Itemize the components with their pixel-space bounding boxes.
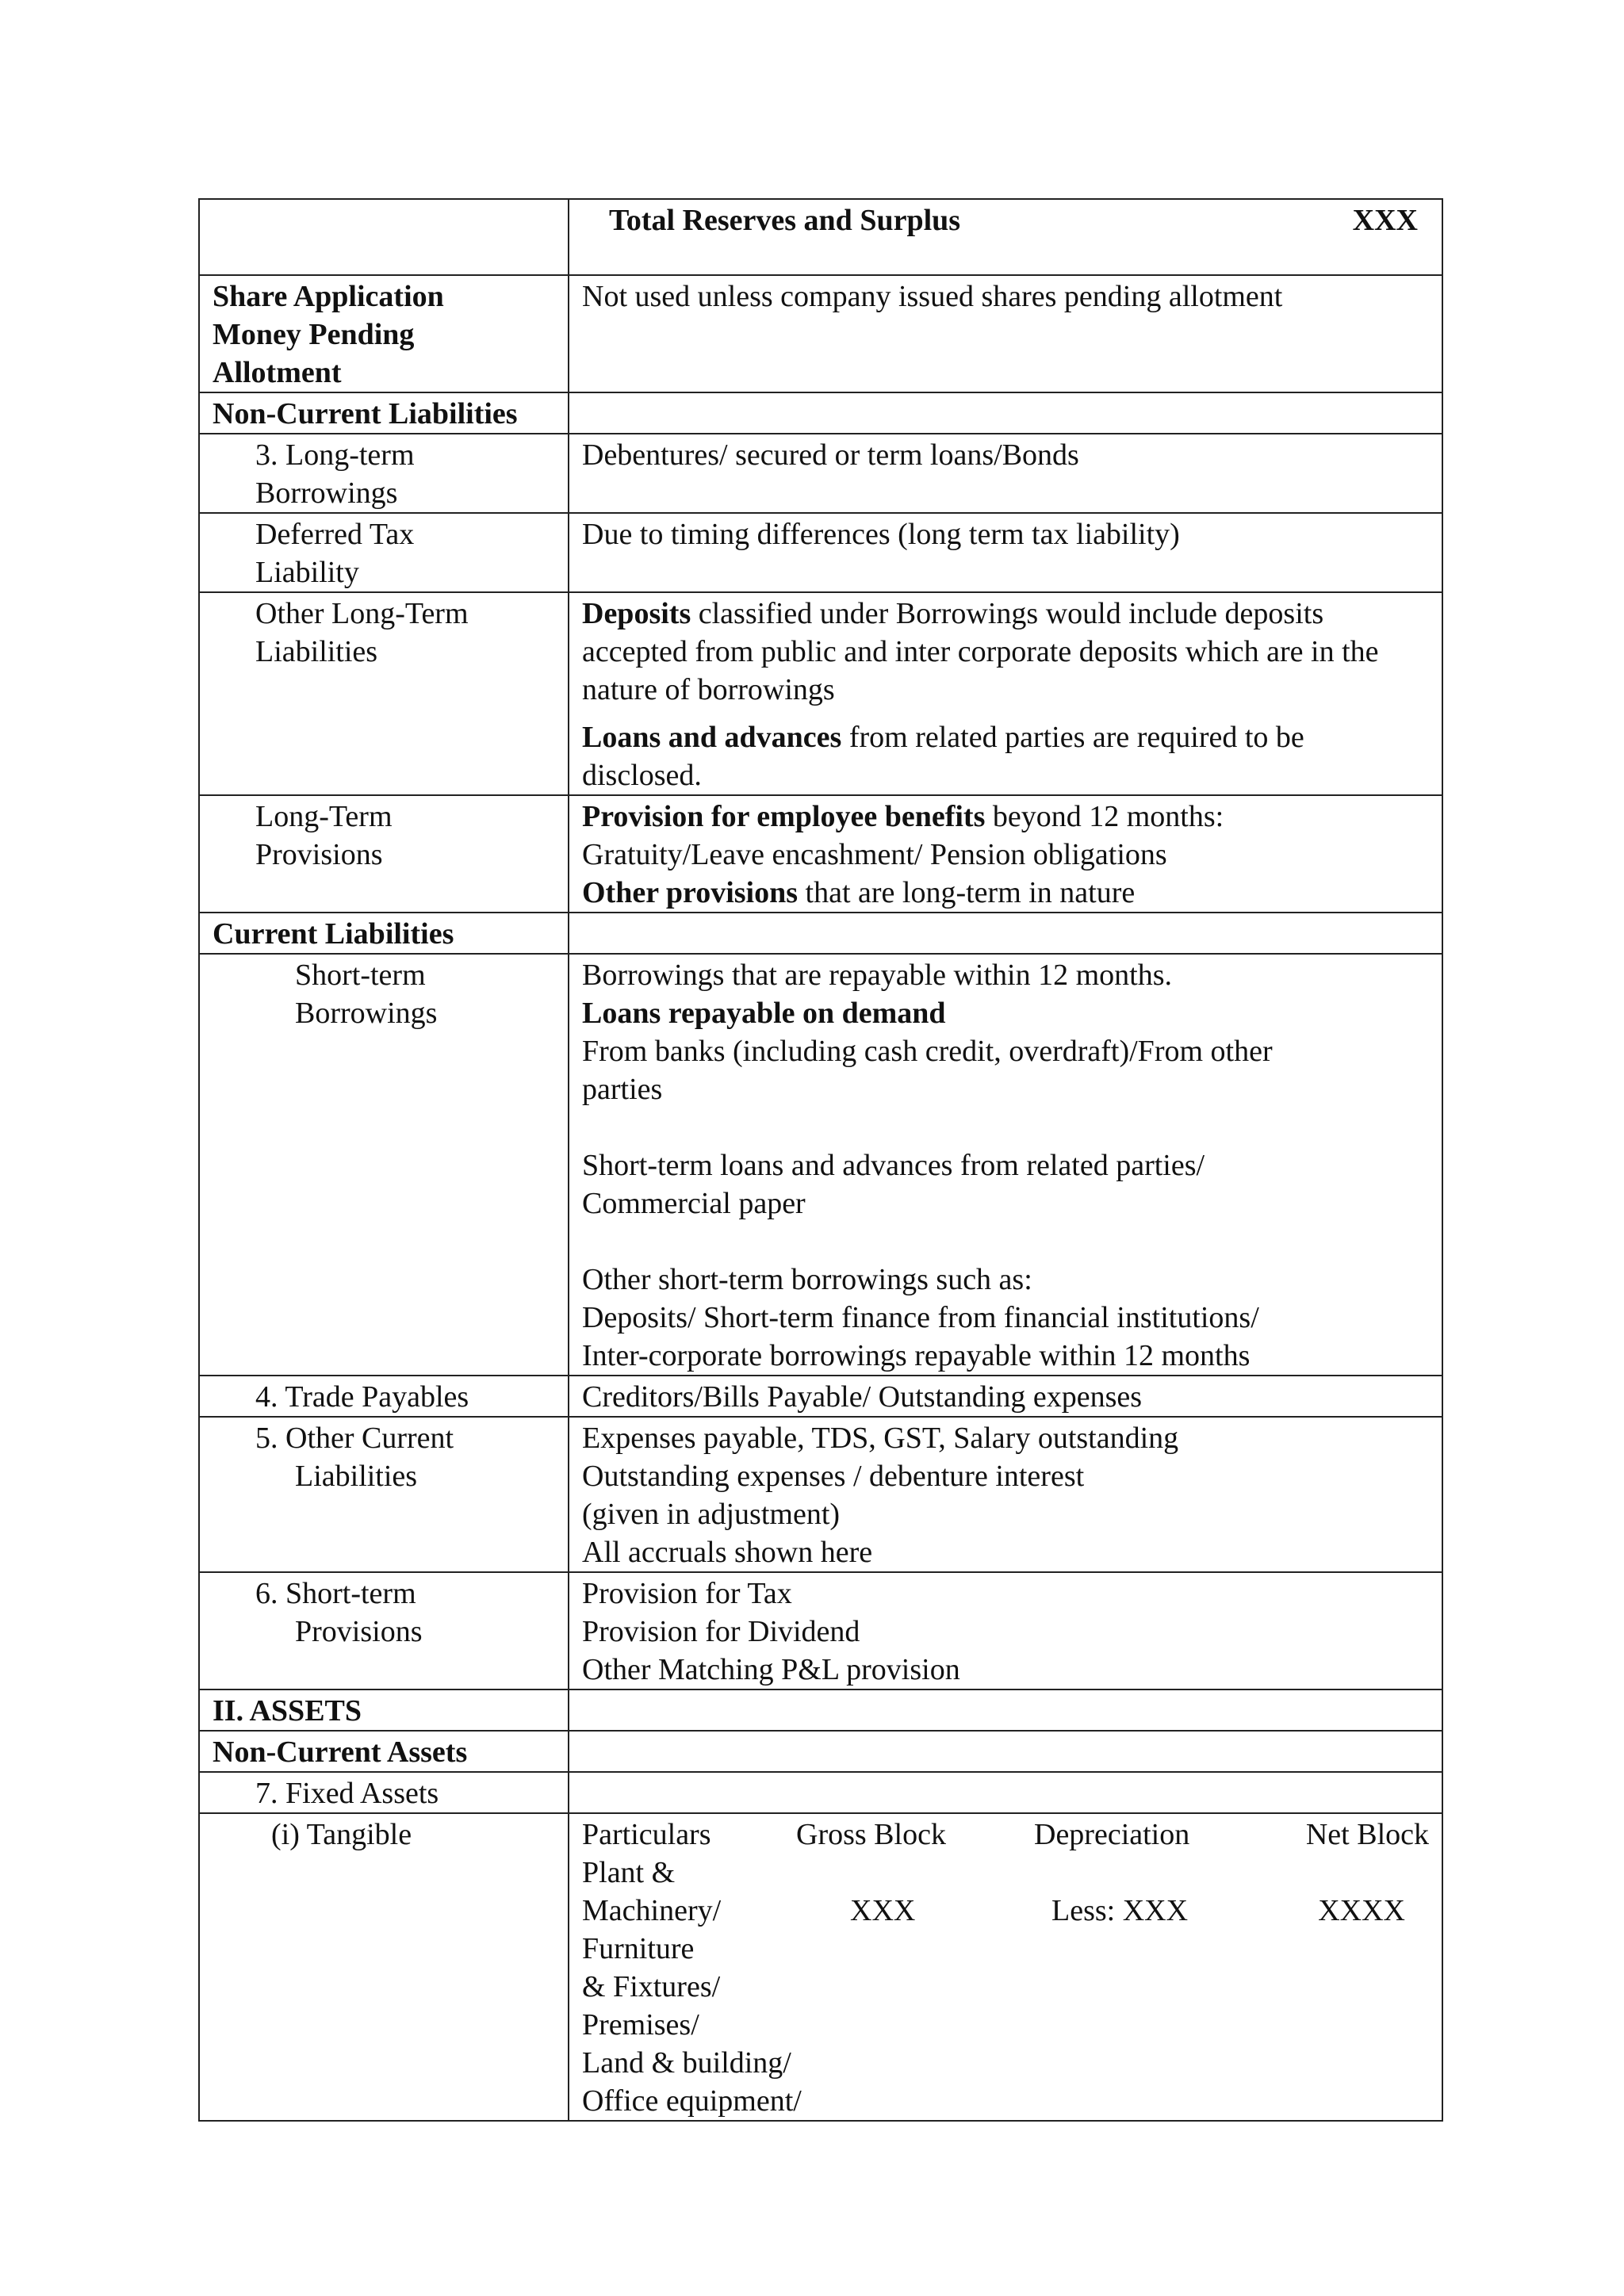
long-term-borrowings-label: [199, 434, 569, 513]
loans-paragraph: [582, 718, 1429, 794]
net-block-value: XXXX: [1318, 1894, 1405, 1927]
short-term-provisions-label: [199, 1572, 569, 1689]
particular-line: Machinery/: [582, 1894, 722, 1927]
label-line: Liabilities: [255, 635, 378, 668]
label-line: 3. Long-term: [255, 438, 415, 472]
gross-block-value: XXX: [850, 1894, 916, 1927]
assets-heading: II. ASSETS: [199, 1689, 569, 1731]
share-application-row: [199, 275, 1442, 392]
label-line: Deferred Tax: [255, 518, 415, 551]
label-line: Provisions: [295, 1615, 423, 1648]
desc-line: Commercial paper: [582, 1187, 806, 1220]
fixed-asset-row: [582, 1854, 1429, 2120]
desc-line: Borrowings that are repayable within 12 months.: [582, 959, 1173, 992]
empty-cell: [569, 1772, 1442, 1813]
tangible-desc: [569, 1813, 1442, 2121]
desc-line: All accruals shown here: [582, 1536, 873, 1569]
label-line: 5. Other Current: [255, 1422, 454, 1455]
tangible-label: (i) Tangible: [199, 1813, 569, 2121]
current-liabilities-row: [199, 913, 1442, 954]
desc-line: Inter-corporate borrowings repayable within 12 months: [582, 1339, 1251, 1372]
deposits-bold: Deposits: [582, 597, 691, 630]
non-current-assets-row: [199, 1731, 1442, 1772]
short-term-provisions-desc: [569, 1572, 1442, 1689]
short-term-borrowings-row: [199, 954, 1442, 1376]
total-reserves-row: [199, 199, 1442, 275]
label-line: Money Pending: [213, 318, 415, 351]
provision-bold: Other provisions: [582, 876, 799, 909]
assets-row: [199, 1689, 1442, 1731]
other-long-term-desc: [569, 592, 1442, 795]
desc-line: Short-term loans and advances from related parties/: [582, 1149, 1205, 1182]
provision-line: Gratuity/Leave encashment/ Pension obligations: [582, 838, 1167, 871]
other-long-term-row: [199, 592, 1442, 795]
particular-line: Plant &: [582, 1856, 676, 1889]
provision-bold: Provision for employee benefits: [582, 800, 986, 833]
desc-line: From banks (including cash credit, overdraft)/From other: [582, 1035, 1273, 1068]
non-current-liabilities-heading: Non-Current Liabilities: [199, 392, 569, 434]
header-gross-block: Gross Block: [796, 1818, 946, 1851]
long-term-provisions-desc: [569, 795, 1442, 913]
depreciation-value: Less: XXX: [1051, 1894, 1189, 1927]
deferred-tax-desc: Due to timing differences (long term tax liability): [569, 513, 1442, 592]
short-term-borrowings-desc: [569, 954, 1442, 1376]
tangible-row: [199, 1813, 1442, 2121]
provision-line: [582, 874, 1429, 912]
label-line: Provisions: [255, 838, 383, 871]
loans-bold: Loans and advances: [582, 721, 842, 754]
other-current-desc: [569, 1417, 1442, 1572]
short-term-borrowings-label: [199, 954, 569, 1376]
long-term-provisions-label: [199, 795, 569, 913]
deferred-tax-row: [199, 513, 1442, 592]
label-line: Allotment: [213, 356, 342, 389]
share-application-label: [199, 275, 569, 392]
particular-line: Premises/: [582, 2008, 699, 2042]
non-current-assets-heading: Non-Current Assets: [199, 1731, 569, 1772]
desc-line: Outstanding expenses / debenture interest: [582, 1460, 1085, 1493]
other-current-row: [199, 1417, 1442, 1572]
empty-cell: [569, 913, 1442, 954]
other-long-term-label: [199, 592, 569, 795]
deferred-tax-label: [199, 513, 569, 592]
fixed-assets-row: [199, 1772, 1442, 1813]
short-term-provisions-row: [199, 1572, 1442, 1689]
label-line: Liability: [255, 556, 359, 589]
desc-line: Other short-term borrowings such as:: [582, 1263, 1032, 1296]
provision-text: beyond 12 months:: [985, 800, 1224, 833]
loans-text: from related parties are required to be disclosed.: [582, 721, 1304, 792]
fixed-assets-label: 7. Fixed Assets: [199, 1772, 569, 1813]
desc-line: Deposits/ Short-term finance from financial institutions/: [582, 1301, 1259, 1334]
trade-payables-label: 4. Trade Payables: [199, 1376, 569, 1417]
trade-payables-row: [199, 1376, 1442, 1417]
total-reserves-value: XXX: [1352, 204, 1418, 237]
empty-cell: [569, 392, 1442, 434]
spacer: [582, 1108, 1429, 1146]
desc-line: Expenses payable, TDS, GST, Salary outstanding: [582, 1422, 1179, 1455]
share-application-desc: Not used unless company issued shares pending allotment: [569, 275, 1442, 392]
deposits-text: classified under Borrowings would include deposits accepted from public and inter corporate deposits which are in the nature of borrowings: [582, 597, 1379, 706]
other-current-label: [199, 1417, 569, 1572]
balance-sheet-table: [198, 198, 1443, 2122]
desc-line: Provision for Dividend: [582, 1615, 860, 1648]
long-term-borrowings-desc: Debentures/ secured or term loans/Bonds: [569, 434, 1442, 513]
current-liabilities-heading: Current Liabilities: [199, 913, 569, 954]
particular-line: & Fixtures/: [582, 1970, 721, 2003]
label-line: Short-term: [295, 959, 426, 992]
trade-payables-desc: Creditors/Bills Payable/ Outstanding expenses: [569, 1376, 1442, 1417]
desc-line: (given in adjustment): [582, 1498, 841, 1531]
long-term-borrowings-row: [199, 434, 1442, 513]
long-term-provisions-row: [199, 795, 1442, 913]
label-line: Borrowings: [255, 476, 398, 510]
particular-line: Land & building/: [582, 2046, 791, 2080]
deposits-paragraph: [582, 595, 1429, 709]
non-current-liabilities-row: [199, 392, 1442, 434]
desc-line: Loans repayable on demand: [582, 997, 946, 1030]
particulars-list: [582, 1854, 802, 2120]
empty-cell: [569, 1689, 1442, 1731]
header-net-block: Net Block: [1305, 1818, 1429, 1851]
total-reserves-label: Total Reserves and Surplus: [609, 204, 961, 237]
provision-text: that are long-term in nature: [798, 876, 1136, 909]
label-line: Other Long-Term: [255, 597, 469, 630]
label-line: Borrowings: [295, 997, 438, 1030]
desc-line: Other Matching P&L provision: [582, 1653, 960, 1686]
provision-line: [582, 798, 1429, 836]
fixed-asset-header: [582, 1816, 1429, 1854]
empty-cell: [199, 199, 569, 275]
total-reserves-cell: [569, 199, 1442, 275]
spacer: [582, 1223, 1429, 1261]
particular-line: Furniture: [582, 1932, 695, 1965]
empty-cell: [569, 1731, 1442, 1772]
desc-line: parties: [582, 1073, 663, 1106]
header-depreciation: Depreciation: [1034, 1818, 1190, 1851]
label-line: 6. Short-term: [255, 1577, 416, 1610]
label-line: Long-Term: [255, 800, 393, 833]
particular-line: Office equipment/: [582, 2084, 802, 2118]
label-line: Liabilities: [295, 1460, 418, 1493]
desc-line: Provision for Tax: [582, 1577, 792, 1610]
label-line: Share Application: [213, 280, 444, 313]
header-particulars: Particulars: [582, 1818, 711, 1851]
